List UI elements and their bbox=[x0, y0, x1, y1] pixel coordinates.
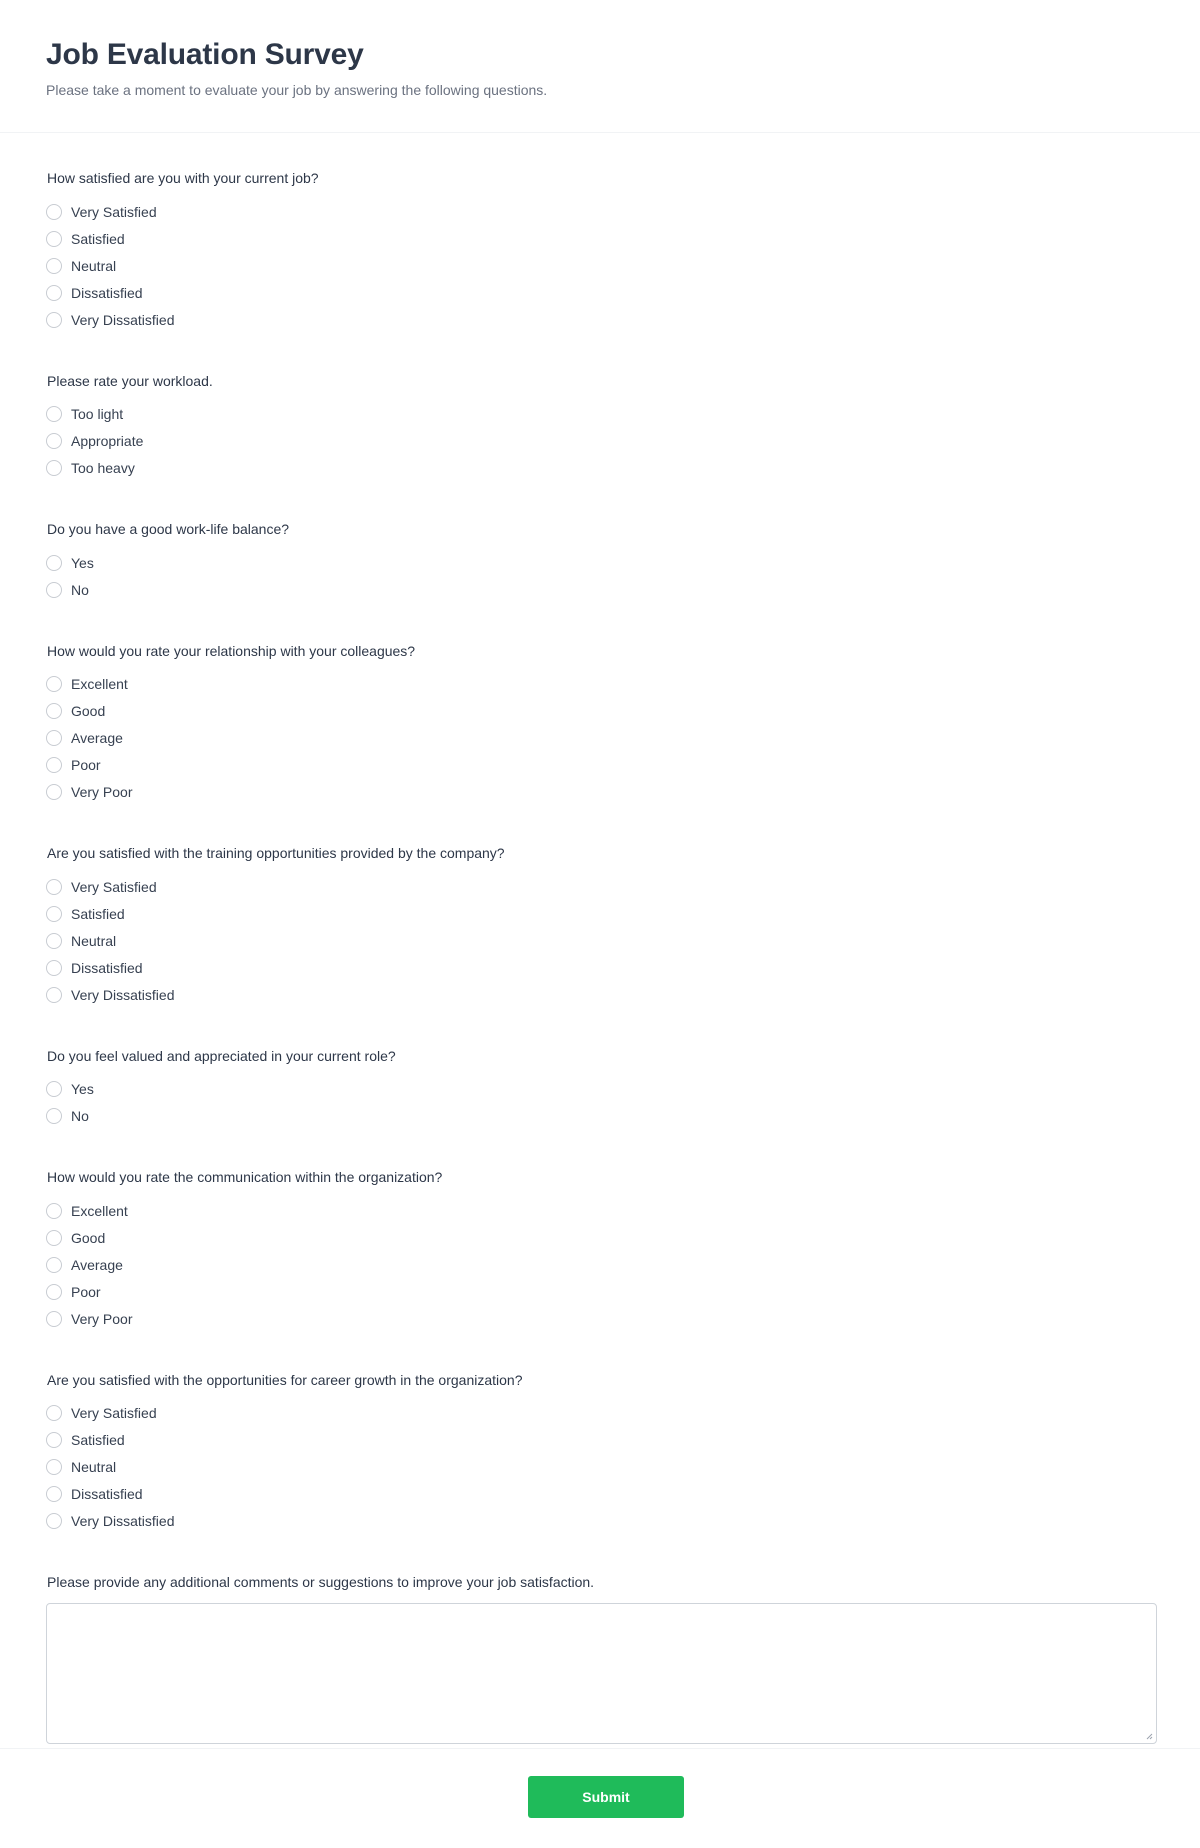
radio-option[interactable] bbox=[46, 252, 1157, 279]
comments-question bbox=[46, 1572, 1157, 1744]
question-list bbox=[46, 168, 1157, 1535]
radio-option-label: Excellent bbox=[71, 676, 128, 692]
radio-group bbox=[46, 671, 1157, 806]
radio-button[interactable] bbox=[46, 730, 62, 746]
radio-group bbox=[46, 1197, 1157, 1332]
radio-option-label: Average bbox=[71, 730, 123, 746]
question-block bbox=[46, 1046, 1157, 1130]
radio-button[interactable] bbox=[46, 285, 62, 301]
radio-option-label: Yes bbox=[71, 554, 94, 571]
radio-button[interactable] bbox=[46, 1405, 62, 1421]
question-label: Do you feel valued and appreciated in your current role? bbox=[47, 1047, 396, 1064]
radio-button[interactable] bbox=[46, 406, 62, 422]
radio-option-label: Very Dissatisfied bbox=[71, 1513, 175, 1529]
radio-option-label: No bbox=[71, 1108, 89, 1124]
radio-option[interactable] bbox=[46, 725, 1157, 752]
radio-option-label: Average bbox=[71, 1256, 123, 1273]
radio-group bbox=[46, 1076, 1157, 1130]
radio-option[interactable] bbox=[46, 1454, 1157, 1481]
question-block bbox=[46, 168, 1157, 333]
radio-option[interactable] bbox=[46, 1103, 1157, 1130]
radio-option[interactable] bbox=[46, 428, 1157, 455]
radio-option[interactable] bbox=[46, 401, 1157, 428]
radio-group bbox=[46, 549, 1157, 603]
radio-button[interactable] bbox=[46, 676, 62, 692]
page-title: Job Evaluation Survey bbox=[46, 38, 364, 71]
radio-option[interactable] bbox=[46, 1278, 1157, 1305]
question-block bbox=[46, 1370, 1157, 1535]
radio-button[interactable] bbox=[46, 1311, 62, 1327]
radio-button[interactable] bbox=[46, 1513, 62, 1529]
radio-button[interactable] bbox=[46, 555, 62, 571]
radio-option-label: Excellent bbox=[71, 1202, 128, 1219]
radio-option-label: Very Satisfied bbox=[71, 203, 157, 220]
radio-option[interactable] bbox=[46, 779, 1157, 806]
question-label: How satisfied are you with your current job? bbox=[47, 170, 319, 186]
comments-label: Please provide any additional comments or suggestions to improve your job satisfaction. bbox=[47, 1574, 595, 1590]
radio-option[interactable] bbox=[46, 698, 1157, 725]
radio-option-label: Neutral bbox=[71, 1459, 117, 1475]
page-subtitle: Please take a moment to evaluate your job by answering the following questions. bbox=[46, 82, 548, 98]
radio-button[interactable] bbox=[46, 1486, 62, 1502]
question-label: Are you satisfied with the training opportunities provided by the company? bbox=[47, 845, 505, 861]
question-block bbox=[46, 843, 1157, 1008]
radio-button[interactable] bbox=[46, 906, 62, 922]
radio-option[interactable] bbox=[46, 752, 1157, 779]
radio-option[interactable] bbox=[46, 549, 1157, 576]
radio-button[interactable] bbox=[46, 1459, 62, 1475]
radio-option-label: Poor bbox=[71, 757, 101, 773]
radio-button[interactable] bbox=[46, 258, 62, 274]
radio-button[interactable] bbox=[46, 1432, 62, 1448]
radio-button[interactable] bbox=[46, 1257, 62, 1273]
radio-option[interactable] bbox=[46, 1251, 1157, 1278]
radio-option-label: Satisfied bbox=[71, 230, 125, 247]
comments-field-wrapper bbox=[46, 1603, 1157, 1744]
radio-option[interactable] bbox=[46, 1508, 1157, 1535]
radio-option-label: Satisfied bbox=[71, 1432, 125, 1448]
question-label: Do you have a good work-life balance? bbox=[47, 521, 290, 537]
radio-button[interactable] bbox=[46, 231, 62, 247]
radio-group bbox=[46, 1400, 1157, 1535]
radio-option-label: Too light bbox=[71, 406, 124, 422]
radio-option-label: Neutral bbox=[71, 257, 117, 274]
radio-button[interactable] bbox=[46, 1081, 62, 1097]
radio-button[interactable] bbox=[46, 460, 62, 476]
radio-group bbox=[46, 401, 1157, 482]
radio-option[interactable] bbox=[46, 1076, 1157, 1103]
radio-option-label: No bbox=[71, 581, 89, 598]
radio-option-label: Very Dissatisfied bbox=[71, 311, 175, 328]
question-label: How would you rate the communication within the organization? bbox=[47, 1169, 443, 1185]
radio-option-label: Dissatisfied bbox=[71, 1486, 143, 1502]
radio-button[interactable] bbox=[46, 933, 62, 949]
radio-button[interactable] bbox=[46, 204, 62, 220]
radio-option[interactable] bbox=[46, 1224, 1157, 1251]
radio-option[interactable] bbox=[46, 900, 1157, 927]
radio-option[interactable] bbox=[46, 198, 1157, 225]
radio-option-label: Satisfied bbox=[71, 905, 125, 922]
radio-group bbox=[46, 198, 1157, 333]
submit-button[interactable]: Submit bbox=[528, 1776, 684, 1818]
question-label: Are you satisfied with the opportunities for career growth in the organization? bbox=[47, 1371, 523, 1388]
radio-option[interactable] bbox=[46, 1481, 1157, 1508]
radio-option[interactable] bbox=[46, 1197, 1157, 1224]
radio-option[interactable] bbox=[46, 873, 1157, 900]
question-block bbox=[46, 1167, 1157, 1332]
radio-option-label: Very Satisfied bbox=[71, 878, 157, 895]
form-footer bbox=[0, 1748, 1200, 1848]
comments-textarea[interactable] bbox=[46, 1603, 1157, 1744]
radio-option[interactable] bbox=[46, 954, 1157, 981]
radio-option-label: Dissatisfied bbox=[71, 959, 143, 976]
radio-button[interactable] bbox=[46, 433, 62, 449]
radio-button[interactable] bbox=[46, 757, 62, 773]
radio-option[interactable] bbox=[46, 279, 1157, 306]
radio-button[interactable] bbox=[46, 1108, 62, 1124]
radio-option[interactable] bbox=[46, 576, 1157, 603]
radio-button[interactable] bbox=[46, 312, 62, 328]
radio-button[interactable] bbox=[46, 582, 62, 598]
radio-option-label: Good bbox=[71, 1229, 106, 1246]
radio-option-label: Neutral bbox=[71, 932, 117, 949]
question-block bbox=[46, 641, 1157, 806]
radio-option-label: Appropriate bbox=[71, 433, 144, 449]
question-block bbox=[46, 519, 1157, 603]
question-label: Please rate your workload. bbox=[47, 372, 213, 389]
radio-option-label: Very Poor bbox=[71, 1310, 133, 1327]
radio-button[interactable] bbox=[46, 987, 62, 1003]
radio-button[interactable] bbox=[46, 960, 62, 976]
radio-button[interactable] bbox=[46, 784, 62, 800]
radio-option[interactable] bbox=[46, 1427, 1157, 1454]
radio-option-label: Too heavy bbox=[71, 460, 135, 476]
radio-option[interactable] bbox=[46, 927, 1157, 954]
radio-option[interactable] bbox=[46, 1400, 1157, 1427]
survey-header bbox=[0, 0, 1200, 133]
radio-option[interactable] bbox=[46, 455, 1157, 482]
radio-button[interactable] bbox=[46, 1230, 62, 1246]
radio-option[interactable] bbox=[46, 671, 1157, 698]
radio-option-label: Very Dissatisfied bbox=[71, 986, 175, 1003]
survey-form bbox=[0, 133, 1200, 1744]
radio-button[interactable] bbox=[46, 1203, 62, 1219]
radio-option-label: Very Poor bbox=[71, 784, 133, 800]
radio-option-label: Very Satisfied bbox=[71, 1405, 157, 1421]
radio-button[interactable] bbox=[46, 703, 62, 719]
resize-handle-icon[interactable] bbox=[1145, 1732, 1153, 1740]
question-block bbox=[46, 371, 1157, 482]
question-label: How would you rate your relationship with your colleagues? bbox=[47, 642, 416, 659]
radio-option-label: Good bbox=[71, 703, 106, 719]
radio-button[interactable] bbox=[46, 879, 62, 895]
radio-option[interactable] bbox=[46, 225, 1157, 252]
radio-group bbox=[46, 873, 1157, 1008]
radio-option-label: Yes bbox=[71, 1081, 94, 1097]
radio-option-label: Dissatisfied bbox=[71, 284, 143, 301]
radio-option[interactable] bbox=[46, 981, 1157, 1008]
radio-option[interactable] bbox=[46, 306, 1157, 333]
radio-option-label: Poor bbox=[71, 1283, 101, 1300]
radio-option[interactable] bbox=[46, 1305, 1157, 1332]
radio-button[interactable] bbox=[46, 1284, 62, 1300]
